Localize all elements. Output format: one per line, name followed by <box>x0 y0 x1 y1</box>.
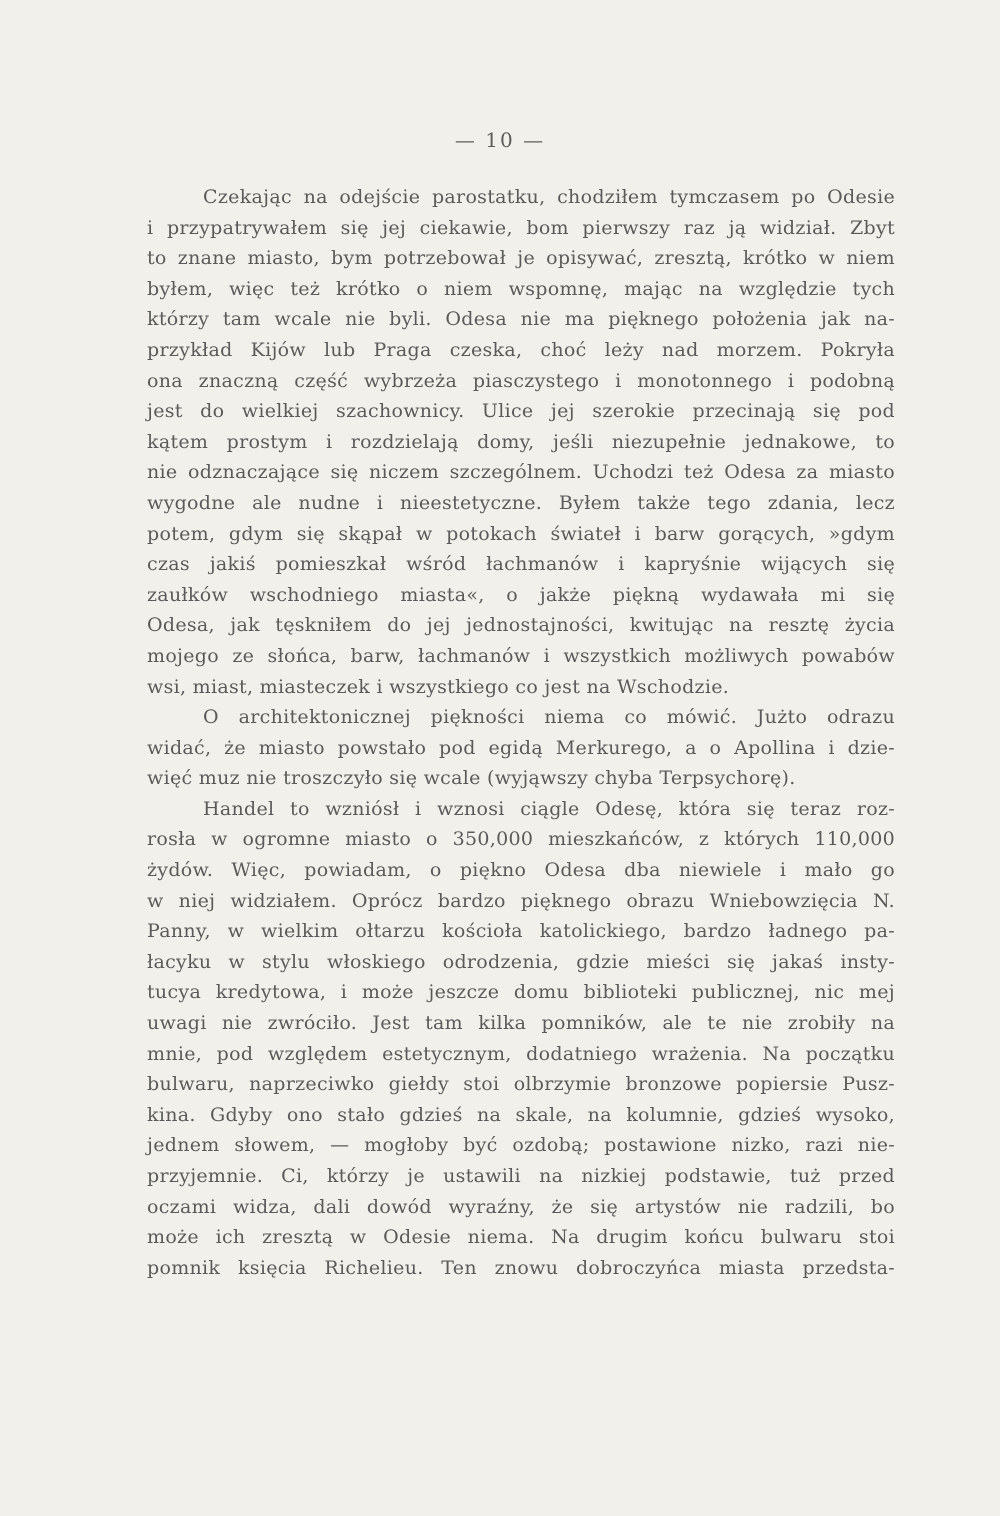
text-line: i przypatrywałem się jej ciekawie, bom pierwszy raz ją widział. Zbyt <box>147 216 895 239</box>
text-line: widać, że miasto powstało pod egidą Merkurego, a o Apollina i dzie- <box>147 736 895 759</box>
text-line: ona znaczną część wybrzeża piasczystego i monotonnego i podobną <box>147 369 895 392</box>
text-line: nie odznaczające się niczem szczególnem. Uchodzi też Odesa za miasto <box>147 461 895 484</box>
text-line: żydów. Więc, powiadam, o piękno Odesa dba niewiele i mało go <box>147 859 895 882</box>
paragraph-2 <box>147 702 895 794</box>
text-line: uwagi nie zwróciło. Jest tam kilka pomników, ale te nie zrobiły na <box>147 1012 895 1035</box>
text-line: więć muz nie troszczyło się wcale (wyjąwszy chyba Terpsychorę). <box>147 767 796 790</box>
text-line: jest do wielkiej szachownicy. Ulice jej szerokie przecinają się pod <box>147 400 895 423</box>
body-text <box>147 182 895 1283</box>
paragraph-3 <box>147 794 895 1284</box>
text-line: którzy tam wcale nie byli. Odesa nie ma pięknego położenia jak na- <box>147 308 895 331</box>
text-line: kina. Gdyby ono stało gdzieś na skale, na kolumnie, gdzieś wysoko, <box>147 1103 895 1126</box>
text-line: tucya kredytowa, i może jeszcze domu biblioteki publicznej, nic mej <box>147 981 895 1004</box>
text-line: O architektonicznej piękności niema co mówić. Jużto odrazu <box>203 706 895 729</box>
text-line: oczami widza, dali dowód wyraźny, że się artystów nie radzili, bo <box>147 1195 895 1218</box>
text-line: przykład Kijów lub Praga czeska, choć leży nad morzem. Pokryła <box>147 338 895 361</box>
text-line: kątem prostym i rozdzielają domy, jeśli niezupełnie jednakowe, to <box>147 430 895 453</box>
text-line: pomnik księcia Richelieu. Ten znowu dobroczyńca miasta przedsta- <box>147 1256 895 1279</box>
text-line: zaułków wschodniego miasta«, o jakże piękną wydawała mi się <box>147 583 895 606</box>
text-line: mojego ze słońca, barw, łachmanów i wszystkich możliwych powabów <box>147 644 895 667</box>
text-line: łacyku w stylu włoskiego odrodzenia, gdzie mieści się jakaś insty- <box>147 950 895 973</box>
text-line: Handel to wzniósł i wznosi ciągle Odesę, która się teraz roz- <box>203 797 895 820</box>
text-line: czas jakiś pomieszkał wśród łachmanów i kapryśnie wijących się <box>147 553 895 576</box>
text-line: Panny, w wielkim ołtarzu kościoła katolickiego, bardzo ładnego pa- <box>147 920 895 943</box>
text-line: byłem, więc też krótko o niem wspomnę, mając na względzie tych <box>147 277 895 300</box>
text-line: wsi, miast, miasteczek i wszystkiego co jest na Wschodzie. <box>147 675 730 698</box>
text-line: w niej widziałem. Oprócz bardzo pięknego obrazu Wniebowzięcia N. <box>147 889 895 912</box>
page-number: — 10 — <box>454 128 546 152</box>
paragraph-1 <box>147 182 895 702</box>
text-line: bulwaru, naprzeciwko giełdy stoi olbrzymie bronzowe popiersie Pusz- <box>147 1073 895 1096</box>
text-line: Odesa, jak tęskniłem do jej jednostajności, kwitując na resztę życia <box>147 614 895 637</box>
text-line: wygodne ale nudne i nieestetyczne. Byłem także tego zdania, lecz <box>147 491 895 514</box>
text-line: to znane miasto, bym potrzebował je opisywać, zresztą, krótko w niem <box>147 247 895 270</box>
text-line: może ich zresztą w Odesie niema. Na drugim końcu bulwaru stoi <box>147 1226 895 1249</box>
text-line: przyjemnie. Ci, którzy je ustawili na nizkiej podstawie, tuż przed <box>147 1165 895 1187</box>
text-line: mnie, pod względem estetycznym, dodatniego wrażenia. Na początku <box>147 1042 895 1065</box>
text-line: jednem słowem, — mogłoby być ozdobą; postawione nizko, razi nie- <box>147 1134 895 1157</box>
text-line: potem, gdym się skąpał w potokach świateł i barw gorących, »gdym <box>147 522 895 545</box>
text-line: Czekając na odejście parostatku, chodziłem tymczasem po Odesie <box>203 186 895 208</box>
text-line: rosła w ogromne miasto o 350,000 mieszkańców, z których 110,000 <box>147 828 895 851</box>
